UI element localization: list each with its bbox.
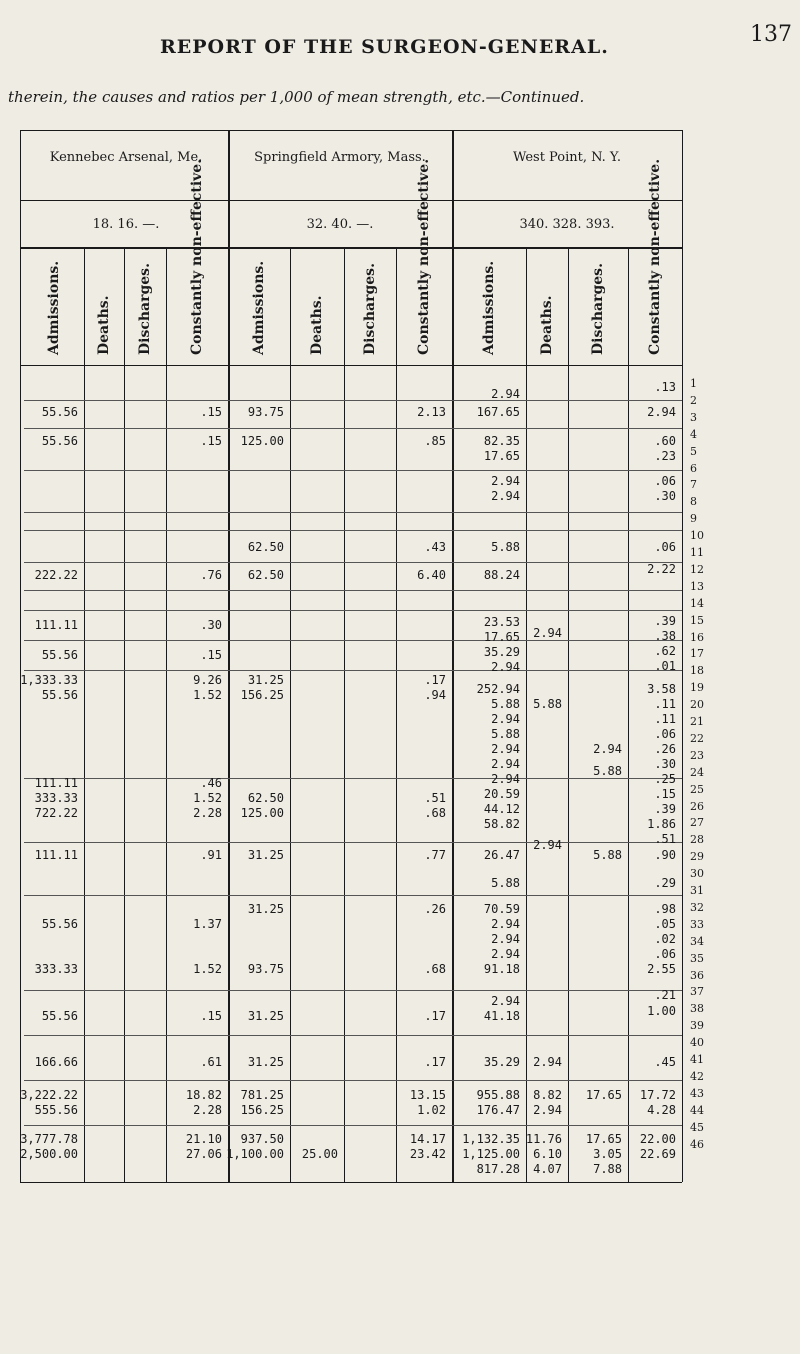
table-cell: 21.10 xyxy=(185,1132,222,1146)
line-number: 7 xyxy=(690,478,697,492)
table-cell: 6.10 xyxy=(533,1147,562,1161)
table-cell: 5.88 xyxy=(491,697,520,711)
table-cell: 2.94 xyxy=(491,932,520,946)
line-number: 27 xyxy=(690,816,704,830)
table-cell: 2.13 xyxy=(417,405,446,419)
table-cell: 937.50 xyxy=(240,1132,284,1146)
row-separator xyxy=(24,562,682,563)
table-cell: .62 xyxy=(654,644,676,658)
table-cell: 2.94 xyxy=(491,474,520,488)
line-number: 33 xyxy=(690,917,704,931)
table-cell: .06 xyxy=(654,727,676,741)
row-separator xyxy=(24,610,682,611)
table-cell: 1,132.35 xyxy=(462,1132,520,1146)
table-cell: 2.94 xyxy=(491,387,520,401)
column-heading: Deaths. xyxy=(539,295,555,355)
table-cell: .30 xyxy=(200,618,222,632)
table-cell: .02 xyxy=(654,932,676,946)
column-heading: Admissions. xyxy=(46,260,62,355)
table-cell: 14.17 xyxy=(409,1132,446,1146)
table-cell: 6.40 xyxy=(417,568,446,582)
line-number: 22 xyxy=(690,731,704,745)
table-cell: 3.58 xyxy=(647,682,676,696)
table-cell: 111.11 xyxy=(34,848,78,862)
table-right-rule xyxy=(682,130,683,1182)
table-cell: .15 xyxy=(200,434,222,448)
table-cell: .13 xyxy=(654,380,676,394)
table-cell: 25.00 xyxy=(301,1147,338,1161)
table-cell: 3,222.22 xyxy=(20,1088,78,1102)
table-cell: .15 xyxy=(200,405,222,419)
line-number: 9 xyxy=(690,512,697,526)
column-divider xyxy=(166,247,167,1182)
line-number: 21 xyxy=(690,715,704,728)
group-head-rule xyxy=(20,200,682,201)
table-cell: 333.33 xyxy=(34,962,78,976)
group-divider xyxy=(228,130,230,1182)
table-cell: 11.76 xyxy=(525,1132,562,1146)
table-cell: 27.06 xyxy=(185,1147,222,1161)
table-cell: 817.28 xyxy=(476,1162,520,1176)
table-cell: 1.00 xyxy=(647,1004,676,1018)
table-cell: 333.33 xyxy=(34,791,78,805)
column-divider xyxy=(568,247,569,1182)
strength-rule xyxy=(20,247,682,249)
table-cell: 1.37 xyxy=(193,917,222,931)
line-number: 28 xyxy=(690,833,704,847)
line-number: 19 xyxy=(690,681,704,695)
table-cell: 555.56 xyxy=(34,1103,78,1117)
line-number: 32 xyxy=(690,900,704,914)
row-separator xyxy=(24,1080,682,1081)
table-cell: .85 xyxy=(424,434,446,448)
table-cell: 31.25 xyxy=(247,673,284,687)
table-cell: 2.94 xyxy=(533,1055,562,1069)
table-cell: 2.94 xyxy=(491,757,520,771)
line-number: 38 xyxy=(690,1002,704,1016)
line-number: 20 xyxy=(690,698,704,712)
table-cell: 3.05 xyxy=(593,1147,622,1161)
column-head-rule xyxy=(20,365,682,366)
table-cell: 35.29 xyxy=(483,1055,520,1069)
column-divider xyxy=(526,247,527,1182)
row-separator xyxy=(24,842,682,843)
line-number: 46 xyxy=(690,1137,704,1151)
mean-strength: 32. 40. —. xyxy=(306,217,374,232)
table-cell: 1.52 xyxy=(193,688,222,702)
table-cell: 55.56 xyxy=(41,1009,78,1023)
line-number: 24 xyxy=(690,765,704,779)
table-cell: 2.94 xyxy=(491,489,520,503)
table-cell: .11 xyxy=(654,697,676,711)
table-cell: 2.28 xyxy=(193,806,222,820)
column-heading: Constantly non-effective. xyxy=(647,158,663,355)
table-cell: 5.88 xyxy=(533,697,562,711)
table-cell: 93.75 xyxy=(247,962,284,976)
table-cell: 55.56 xyxy=(41,434,78,448)
table-cell: 1,333.33 xyxy=(20,673,78,687)
table-cell: 2.28 xyxy=(193,1103,222,1117)
table-cell: 93.75 xyxy=(247,405,284,419)
column-heading: Constantly non-effective. xyxy=(189,158,205,355)
line-number: 26 xyxy=(690,799,704,813)
column-heading: Deaths. xyxy=(96,295,112,355)
table-cell: 2.94 xyxy=(491,947,520,961)
table-cell: .06 xyxy=(654,474,676,488)
table-top-rule xyxy=(20,130,682,131)
line-number: 2 xyxy=(690,393,697,407)
row-separator xyxy=(24,1035,682,1036)
group-heading: West Point, N. Y. xyxy=(513,150,621,165)
table-cell: 35.29 xyxy=(483,645,520,659)
table-cell: 88.24 xyxy=(483,568,520,582)
table-cell: .21 xyxy=(654,988,676,1002)
table-cell: 167.65 xyxy=(476,405,520,419)
table-cell: 55.56 xyxy=(41,917,78,931)
table-cell: 31.25 xyxy=(247,1009,284,1023)
table-cell: 2.22 xyxy=(647,562,676,576)
table-cell: .68 xyxy=(424,806,446,820)
table-cell: 62.50 xyxy=(247,568,284,582)
table-cell: .17 xyxy=(424,673,446,687)
line-number: 31 xyxy=(690,884,704,897)
line-number: 43 xyxy=(690,1086,704,1100)
table-cell: 125.00 xyxy=(240,806,284,820)
table-cell: 22.00 xyxy=(639,1132,676,1146)
column-divider xyxy=(124,247,125,1182)
table-cell: .60 xyxy=(654,434,676,448)
table-cell: 2.94 xyxy=(491,917,520,931)
table-cell: .45 xyxy=(654,1055,676,1069)
table-cell: .15 xyxy=(200,1009,222,1023)
table-cell: 2.94 xyxy=(647,405,676,419)
table-cell: 2.94 xyxy=(491,660,520,674)
table-cell: .77 xyxy=(424,848,446,862)
table-cell: .98 xyxy=(654,902,676,916)
table-cell: 4.28 xyxy=(647,1103,676,1117)
table-cell: .91 xyxy=(200,848,222,862)
table-cell: .17 xyxy=(424,1009,446,1023)
table-cell: 2.55 xyxy=(647,962,676,976)
line-number: 4 xyxy=(690,427,697,441)
row-separator xyxy=(24,470,682,471)
table-cell: 8.82 xyxy=(533,1088,562,1102)
table-caption: therein, the causes and ratios per 1,000 of mean strength, etc.—Continued. xyxy=(8,88,585,106)
row-separator xyxy=(24,1125,682,1126)
column-divider xyxy=(84,247,85,1182)
table-cell: 111.11 xyxy=(34,618,78,632)
table-cell: 31.25 xyxy=(247,1055,284,1069)
table-cell: 7.88 xyxy=(593,1162,622,1176)
table-cell: 62.50 xyxy=(247,791,284,805)
table-cell: 23.42 xyxy=(409,1147,446,1161)
table-cell: .29 xyxy=(654,876,676,890)
table-cell: 22.69 xyxy=(639,1147,676,1161)
line-number: 11 xyxy=(690,546,704,559)
table-cell: 2.94 xyxy=(533,838,562,852)
table-cell: 31.25 xyxy=(247,848,284,862)
line-number: 39 xyxy=(690,1019,704,1033)
line-number: 35 xyxy=(690,951,704,965)
row-separator xyxy=(24,640,682,641)
table-cell: 4.07 xyxy=(533,1162,562,1176)
table-cell: .90 xyxy=(654,848,676,862)
line-number: 18 xyxy=(690,664,704,678)
table-bottom-rule xyxy=(20,1182,682,1183)
table-cell: 55.56 xyxy=(41,648,78,662)
line-number: 34 xyxy=(690,934,704,948)
table-cell: .30 xyxy=(654,757,676,771)
column-divider xyxy=(290,247,291,1182)
table-cell: .15 xyxy=(654,787,676,801)
table-cell: 31.25 xyxy=(247,902,284,916)
line-number: 42 xyxy=(690,1069,704,1083)
column-heading: Admissions. xyxy=(481,260,497,355)
column-heading: Discharges. xyxy=(137,263,153,355)
line-number: 3 xyxy=(690,410,697,424)
table-cell: 55.56 xyxy=(41,688,78,702)
table-cell: .06 xyxy=(654,540,676,554)
table-cell: 1.52 xyxy=(193,791,222,805)
line-number: 44 xyxy=(690,1103,704,1117)
table-cell: .26 xyxy=(654,742,676,756)
table-cell: 3,777.78 xyxy=(20,1132,78,1146)
table-cell: 722.22 xyxy=(34,806,78,820)
column-heading: Discharges. xyxy=(362,263,378,355)
column-divider xyxy=(344,247,345,1182)
table-cell: 2.94 xyxy=(533,1103,562,1117)
table-cell: 55.56 xyxy=(41,405,78,419)
table-cell: 5.88 xyxy=(491,876,520,890)
table-cell: .23 xyxy=(654,449,676,463)
row-separator xyxy=(24,530,682,531)
table-cell: 26.47 xyxy=(483,848,520,862)
table-cell: 2.94 xyxy=(533,626,562,640)
table-cell: 1.86 xyxy=(647,817,676,831)
table-cell: 82.35 xyxy=(483,434,520,448)
table-cell: 252.94 xyxy=(476,682,520,696)
table-cell: .11 xyxy=(654,712,676,726)
table-cell: 9.26 xyxy=(193,673,222,687)
table-cell: .68 xyxy=(424,962,446,976)
table-cell: 17.72 xyxy=(639,1088,676,1102)
table-cell: .76 xyxy=(200,568,222,582)
group-heading: Springfield Armory, Mass. xyxy=(254,150,426,165)
group-heading: Kennebec Arsenal, Me. xyxy=(49,150,203,165)
table-cell: 23.53 xyxy=(483,615,520,629)
line-number: 29 xyxy=(690,850,704,864)
line-number: 1 xyxy=(690,377,697,390)
column-heading: Constantly non-effective. xyxy=(416,158,432,355)
page-number: 137 xyxy=(750,22,792,47)
table-cell: 156.25 xyxy=(240,1103,284,1117)
table-cell: .43 xyxy=(424,540,446,554)
row-separator xyxy=(24,428,682,429)
mean-strength: 18. 16. —. xyxy=(92,217,160,232)
table-cell: .38 xyxy=(654,629,676,643)
line-number: 17 xyxy=(690,647,704,661)
table-cell: .01 xyxy=(654,659,676,673)
table-cell: 1,125.00 xyxy=(462,1147,520,1161)
table-cell: 1.02 xyxy=(417,1103,446,1117)
line-number: 23 xyxy=(690,748,704,762)
table-cell: .39 xyxy=(654,802,676,816)
table-cell: 17.65 xyxy=(483,449,520,463)
table-cell: 111.11 xyxy=(34,776,78,790)
table-cell: 91.18 xyxy=(483,962,520,976)
line-number: 5 xyxy=(690,444,697,458)
line-number: 14 xyxy=(690,596,704,610)
column-heading: Deaths. xyxy=(309,295,325,355)
line-number: 8 xyxy=(690,495,697,509)
table-cell: 5.88 xyxy=(593,764,622,778)
line-number: 45 xyxy=(690,1120,704,1134)
table-cell: 2,500.00 xyxy=(20,1147,78,1161)
line-number: 37 xyxy=(690,985,704,999)
table-cell: 17.65 xyxy=(585,1088,622,1102)
table-cell: .25 xyxy=(654,772,676,786)
line-number: 16 xyxy=(690,630,704,644)
column-heading: Discharges. xyxy=(590,263,606,355)
table-cell: 2.94 xyxy=(491,772,520,786)
table-cell: 18.82 xyxy=(185,1088,222,1102)
row-separator xyxy=(24,895,682,896)
table-cell: 62.50 xyxy=(247,540,284,554)
row-separator xyxy=(24,400,682,401)
table-cell: 1.52 xyxy=(193,962,222,976)
table-cell: .61 xyxy=(200,1055,222,1069)
table-cell: 156.25 xyxy=(240,688,284,702)
table-cell: 58.82 xyxy=(483,817,520,831)
table-cell: .39 xyxy=(654,614,676,628)
table-cell: 5.88 xyxy=(491,727,520,741)
table-cell: 781.25 xyxy=(240,1088,284,1102)
table-cell: .17 xyxy=(424,1055,446,1069)
line-number: 41 xyxy=(690,1053,704,1066)
table-cell: .15 xyxy=(200,648,222,662)
table-cell: 955.88 xyxy=(476,1088,520,1102)
column-heading: Admissions. xyxy=(251,260,267,355)
table-cell: .06 xyxy=(654,947,676,961)
table-cell: 222.22 xyxy=(34,568,78,582)
line-number: 10 xyxy=(690,529,704,543)
line-number: 12 xyxy=(690,562,704,576)
row-separator xyxy=(24,778,682,779)
table-cell: 125.00 xyxy=(240,434,284,448)
table-cell: .51 xyxy=(654,832,676,846)
table-cell: .46 xyxy=(200,776,222,790)
table-cell: 2.94 xyxy=(491,742,520,756)
table-cell: 13.15 xyxy=(409,1088,446,1102)
column-divider xyxy=(396,247,397,1182)
table-cell: 20.59 xyxy=(483,787,520,801)
table-cell: .51 xyxy=(424,791,446,805)
table-cell: 70.59 xyxy=(483,902,520,916)
line-number: 36 xyxy=(690,968,704,982)
table-cell: 2.94 xyxy=(491,712,520,726)
table-cell: .94 xyxy=(424,688,446,702)
table-cell: .05 xyxy=(654,917,676,931)
row-separator xyxy=(24,990,682,991)
line-number: 13 xyxy=(690,579,704,593)
table-cell: 17.65 xyxy=(585,1132,622,1146)
line-number: 6 xyxy=(690,461,697,475)
line-number: 15 xyxy=(690,613,704,627)
line-number: 25 xyxy=(690,782,704,796)
table-cell: 2.94 xyxy=(593,742,622,756)
running-head: REPORT OF THE SURGEON-GENERAL. xyxy=(160,36,609,58)
row-separator xyxy=(24,670,682,671)
line-number: 40 xyxy=(690,1036,704,1050)
table-cell: 17.65 xyxy=(483,630,520,644)
table-cell: 41.18 xyxy=(483,1009,520,1023)
group-divider xyxy=(452,130,454,1182)
table-cell: 44.12 xyxy=(483,802,520,816)
mean-strength: 340. 328. 393. xyxy=(519,217,615,232)
row-separator xyxy=(24,590,682,591)
table-cell: .30 xyxy=(654,489,676,503)
row-separator xyxy=(24,512,682,513)
table-cell: 1,100.00 xyxy=(226,1147,284,1161)
table-cell: 166.66 xyxy=(34,1055,78,1069)
table-cell: 2.94 xyxy=(491,994,520,1008)
line-number: 30 xyxy=(690,867,704,881)
table-cell: 176.47 xyxy=(476,1103,520,1117)
table-cell: .26 xyxy=(424,902,446,916)
table-cell: 5.88 xyxy=(491,540,520,554)
table-cell: 5.88 xyxy=(593,848,622,862)
